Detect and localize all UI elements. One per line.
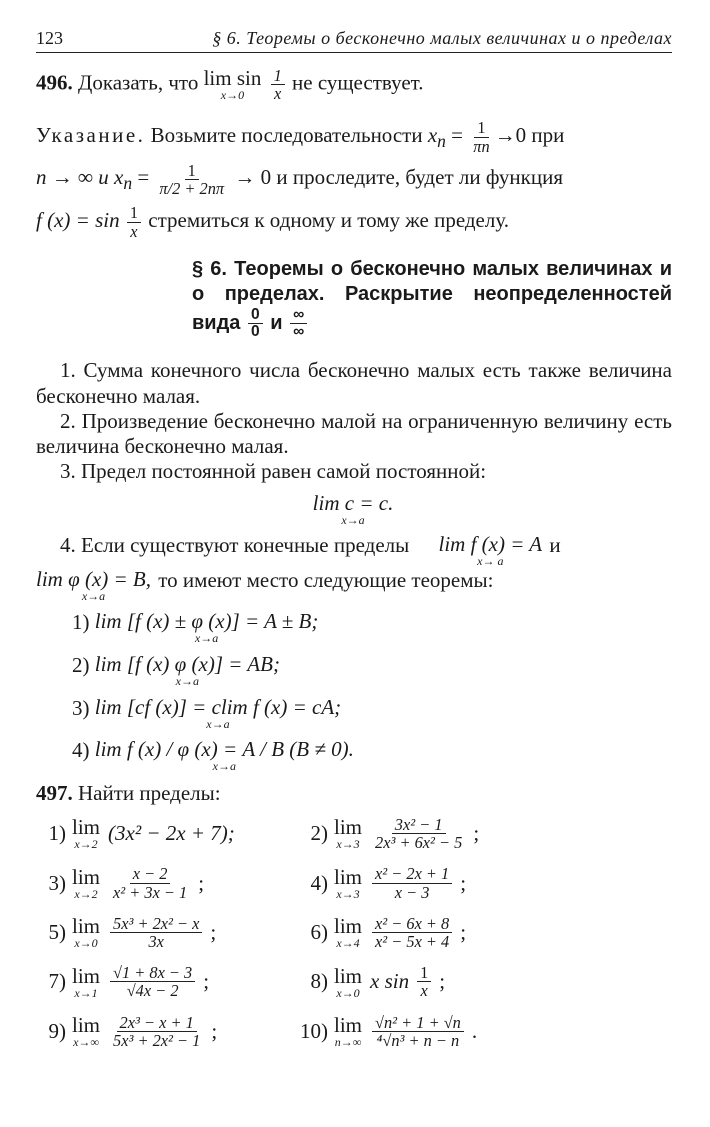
fraction: $\frac{\text{2x³ − x + 1}}{\text{5x³ + 2x² − 1}}$: [113, 1012, 201, 1050]
textbook-page: [36, 28, 672, 1049]
fraction: $\frac{1}{\pi n}$: [473, 118, 490, 156]
fraction: $\frac{\text{3x² − 1}}{\text{2x³ + 6x² − 5}}$: [375, 815, 463, 853]
fraction: $\frac{\text{√n² + 1 + √n}}{\text{⁴√n³ + n − n}}$: [372, 1014, 464, 1049]
theorems-list: [36, 358, 672, 772]
limit-theorem-item: 4) lim f (x) / φ (x) = A / B (B ≠ 0). x→a: [72, 737, 354, 774]
limit-expr: lim sin x→0: [203, 65, 262, 102]
fraction: $\frac{\text{x² − 6x + 8}}{\text{x² − 5x + 4}}$: [372, 915, 452, 950]
fraction: $\frac{1}{\pi/2 + 2n\pi}$: [159, 160, 225, 199]
exercise-item: 2) lim x→3 $\frac{\text{3x² − 1}}{\text{2x³ + 6x² − 5}}$ ;: [310, 815, 480, 853]
limit-theorem-item: 3) lim [cf (x)] = clim f (x) = cA; x→a: [72, 694, 342, 731]
exercise-item: 4) lim x→3 $\frac{\text{x² − 2x + 1}}{x - 3}$ ;: [310, 864, 467, 902]
exercise-item: 8) lim x→0 x sin $\frac{1}{x}$ ;: [310, 963, 446, 1001]
running-title: § 6. Теоремы о бесконечно малых величинах и о пределах: [212, 28, 672, 48]
formula-limit-constant: lim c = c. x→a: [312, 491, 394, 528]
fraction: $\frac{\text{5x³ + 2x² − x}}{3x}$: [110, 915, 202, 950]
limit-theorem-item: 2) lim [f (x) φ (x)] = AB; x→a: [72, 651, 280, 688]
exercise-item: 7) lim x→1 $\frac{√1 + 8x - 3}{√4x - 2}$ ;: [48, 963, 210, 1001]
problem-text: Доказать, что: [78, 70, 199, 95]
problem-497: [36, 781, 672, 806]
hint-label: Указание.: [36, 122, 146, 147]
section-heading: § 6. Теоремы о бесконечно малых величинах и о пределах. Раскрытие неопределенностей вида $\frac{0}{0}$ и $\frac{\infty}{\infty}$: [192, 257, 672, 341]
exercise-item: 10) lim n→∞ $\frac{\text{√n² + 1 + √n}}{\text{⁴√n³ + n − n}}$ .: [300, 1012, 478, 1050]
theorem-1: 1. Сумма конечного числа бесконечно малых есть также величина бесконечно малая.: [36, 358, 672, 408]
exercise-grid: [36, 816, 672, 1049]
page-header: [36, 28, 672, 53]
exercise-item: 6) lim x→4 $\frac{\text{x² − 6x + 8}}{\text{x² − 5x + 4}}$ ;: [310, 913, 467, 951]
theorem-2: 2. Произведение бесконечно малой на ограниченную величину есть величина бесконечно малая.: [36, 408, 672, 459]
problem-text-end: не существует.: [292, 70, 424, 95]
exercise-item: 5) lim x→0 $\frac{\text{5x³ + 2x² − x}}{3x}$ ;: [48, 913, 217, 951]
fraction: $\frac{x - 2}{\text{x² + 3x − 1}}$: [113, 864, 188, 902]
exercise-item: 3) lim x→2 $\frac{x - 2}{\text{x² + 3x − 1}}$ ;: [48, 864, 205, 902]
fraction: $\frac{1}{x}$: [271, 67, 285, 102]
limit-theorem-item: 1) lim [f (x) ± φ (x)] = A ± B; x→a: [72, 609, 319, 646]
fraction: $\frac{0}{0}$: [248, 307, 263, 341]
problem-496: [36, 67, 672, 102]
problem-title: Найти пределы:: [78, 780, 221, 805]
theorem-3: 3. Предел постоянной равен самой постоянной:: [60, 459, 487, 484]
fraction: $\frac{1}{x}$: [417, 964, 431, 999]
fraction: $\frac{1}{x}$: [127, 204, 141, 239]
problem-number: 496.: [36, 70, 73, 95]
exercise-item: 1) lim x→2 (3x² − 2x + 7);: [48, 815, 235, 852]
limit-theorems: [72, 610, 672, 773]
page-number: 123: [36, 28, 63, 48]
exercise-item: 9) lim x→∞ $\frac{\text{2x³ − x + 1}}{\text{5x³ + 2x² − 1}}$ ;: [48, 1012, 218, 1050]
theorem-4: 4. Если существуют конечные пределы lim f (x) = A x→ a и: [60, 532, 561, 569]
fraction: $\frac{\infty}{\infty}$: [290, 307, 307, 341]
theorem-4-cont: lim φ (x) = B, x→a то имеют место следующие теоремы:: [36, 566, 494, 603]
fraction: $\frac{\text{x² − 2x + 1}}{x - 3}$: [372, 865, 452, 900]
hint-paragraph: Указание. Возьмите последовательности $x_n$ = $\frac{1}{\pi n}$ →0 при n → ∞ и $x_n$ = $\frac{1}{\pi/2 + 2n\pi}$ → 0 и проследите, будет ли функция f (x) = sin $\frac{1}{x}$ стремиться к одному и тому же пределу.: [36, 118, 565, 241]
problem-number: 497.: [36, 780, 73, 805]
fraction: $\frac{√1 + 8x - 3}{√4x - 2}$: [110, 964, 195, 999]
